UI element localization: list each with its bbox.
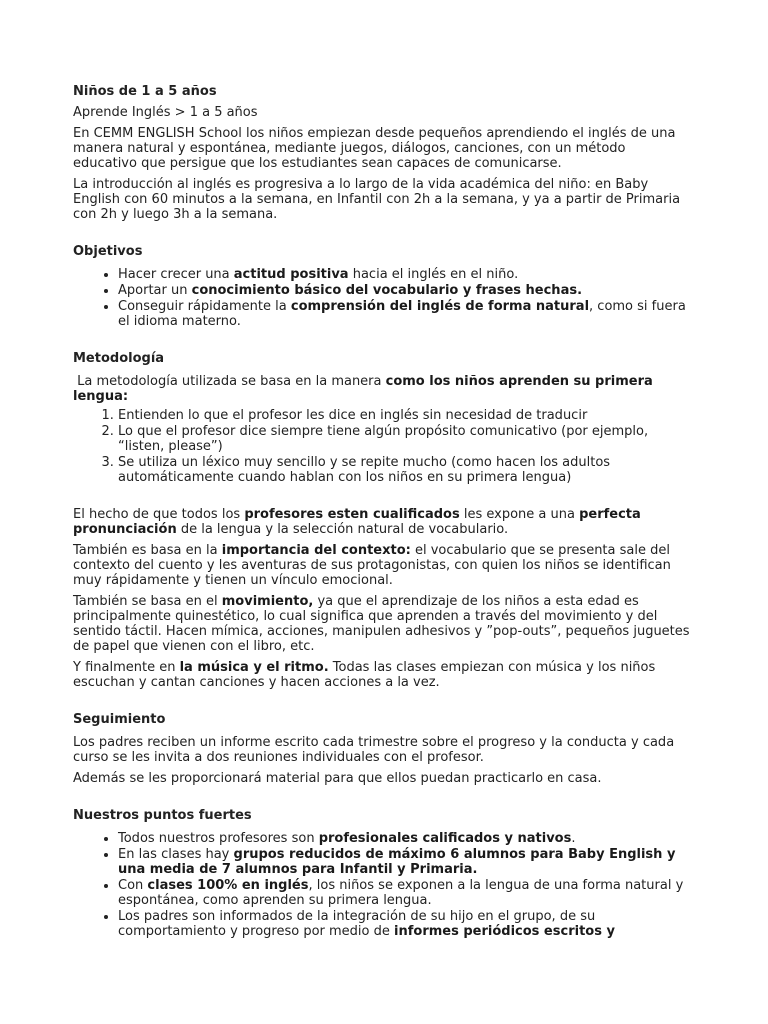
list-item: • Hacer crecer una actitud positiva hacia el inglés en el niño. — [118, 267, 693, 282]
metodologia-intro: La metodología utilizada se basa en la manera como los niños aprenden su primera lengua: — [73, 374, 653, 404]
list-item: • Con clases 100% en inglés, los niños se exponen a la lengua de una forma natural y espontánea, como aprenden su primera lengua. — [118, 878, 693, 908]
objetivos-heading: Objetivos — [73, 244, 143, 259]
seguimiento-paragraph-2: Además se les proporcionará material para que ellos puedan practicarlo en casa. — [73, 771, 602, 786]
metodologia-paragraph-4: Y finalmente en la música y el ritmo. Todas las clases empiezan con música y los niños escuchan y cantan canciones y hacen acciones a la vez. — [73, 660, 656, 690]
intro-paragraph-1: En CEMM ENGLISH School los niños empiezan desde pequeños aprendiendo el inglés de una manera natural y espontánea, mediante juegos, diálogos, canciones, con un método educativo que persigue que los estudiantes sean capaces de comunicarse. — [73, 126, 676, 171]
metodologia-paragraph-1: El hecho de que todos los profesores esten cualificados les expone a una perfecta pronunciación de la lengua y la selección natural de vocabulario. — [73, 507, 641, 537]
list-item: • En las clases hay grupos reducidos de máximo 6 alumnos para Baby English y una media de 7 alumnos para Infantil y Primaria. — [118, 847, 693, 877]
fuertes-list — [73, 831, 693, 939]
breadcrumb: Aprende Inglés > 1 a 5 años — [73, 105, 258, 120]
document-page — [73, 84, 693, 939]
objetivos-list — [73, 267, 693, 329]
metodologia-heading: Metodología — [73, 351, 165, 366]
list-item: • Los padres son informados de la integración de su hijo en el grupo, de su comportamiento y progreso por medio de informes periódicos escritos y — [118, 909, 693, 939]
list-item: 2. Lo que el profesor dice siempre tiene algún propósito comunicativo (por ejemplo, “listen, please”) — [118, 424, 693, 454]
metodologia-paragraph-3: También se basa en el movimiento, ya que el aprendizaje de los niños a esta edad es principalmente quinestético, lo cual significa que aprenden a través del movimiento y del sentido táctil. Hacen mímica, acciones, manipulen adhesivos y ”pop-outs”, pequeños juguetes de papel que vienen con el libro, etc. — [73, 594, 690, 654]
fuertes-heading: Nuestros puntos fuertes — [73, 808, 252, 823]
seguimiento-heading: Seguimiento — [73, 712, 166, 727]
list-item: • Todos nuestros profesores son profesionales calificados y nativos. — [118, 831, 693, 846]
list-item: 1. Entienden lo que el profesor les dice en inglés sin necesidad de traducir — [118, 408, 693, 423]
seguimiento-paragraph-1: Los padres reciben un informe escrito cada trimestre sobre el progreso y la conducta y cada curso se les invita a dos reuniones individuales con el profesor. — [73, 735, 675, 765]
list-item: 3. Se utiliza un léxico muy sencillo y se repite mucho (como hacen los adultos automáticamente cuando hablan con los niños en su primera lengua) — [118, 455, 693, 485]
list-item: • Aportar un conocimiento básico del vocabulario y frases hechas. — [118, 283, 693, 298]
intro-paragraph-2: La introducción al inglés es progresiva a lo largo de la vida académica del niño: en Baby English con 60 minutos a la semana, en Infantil con 2h a la semana, y ya a partir de Primaria con 2h y luego 3h a la semana. — [73, 177, 681, 222]
page-title: Niños de 1 a 5 años — [73, 84, 217, 99]
list-item: • Conseguir rápidamente la comprensión del inglés de forma natural, como si fuera el idioma materno. — [118, 299, 693, 329]
metodologia-paragraph-2: También es basa en la importancia del contexto: el vocabulario que se presenta sale del contexto del cuento y les aventuras de sus protagonistas, con quien los niños se identifican muy rápidamente y tienen un vínculo emocional. — [73, 543, 671, 588]
metodologia-steps — [73, 408, 693, 485]
